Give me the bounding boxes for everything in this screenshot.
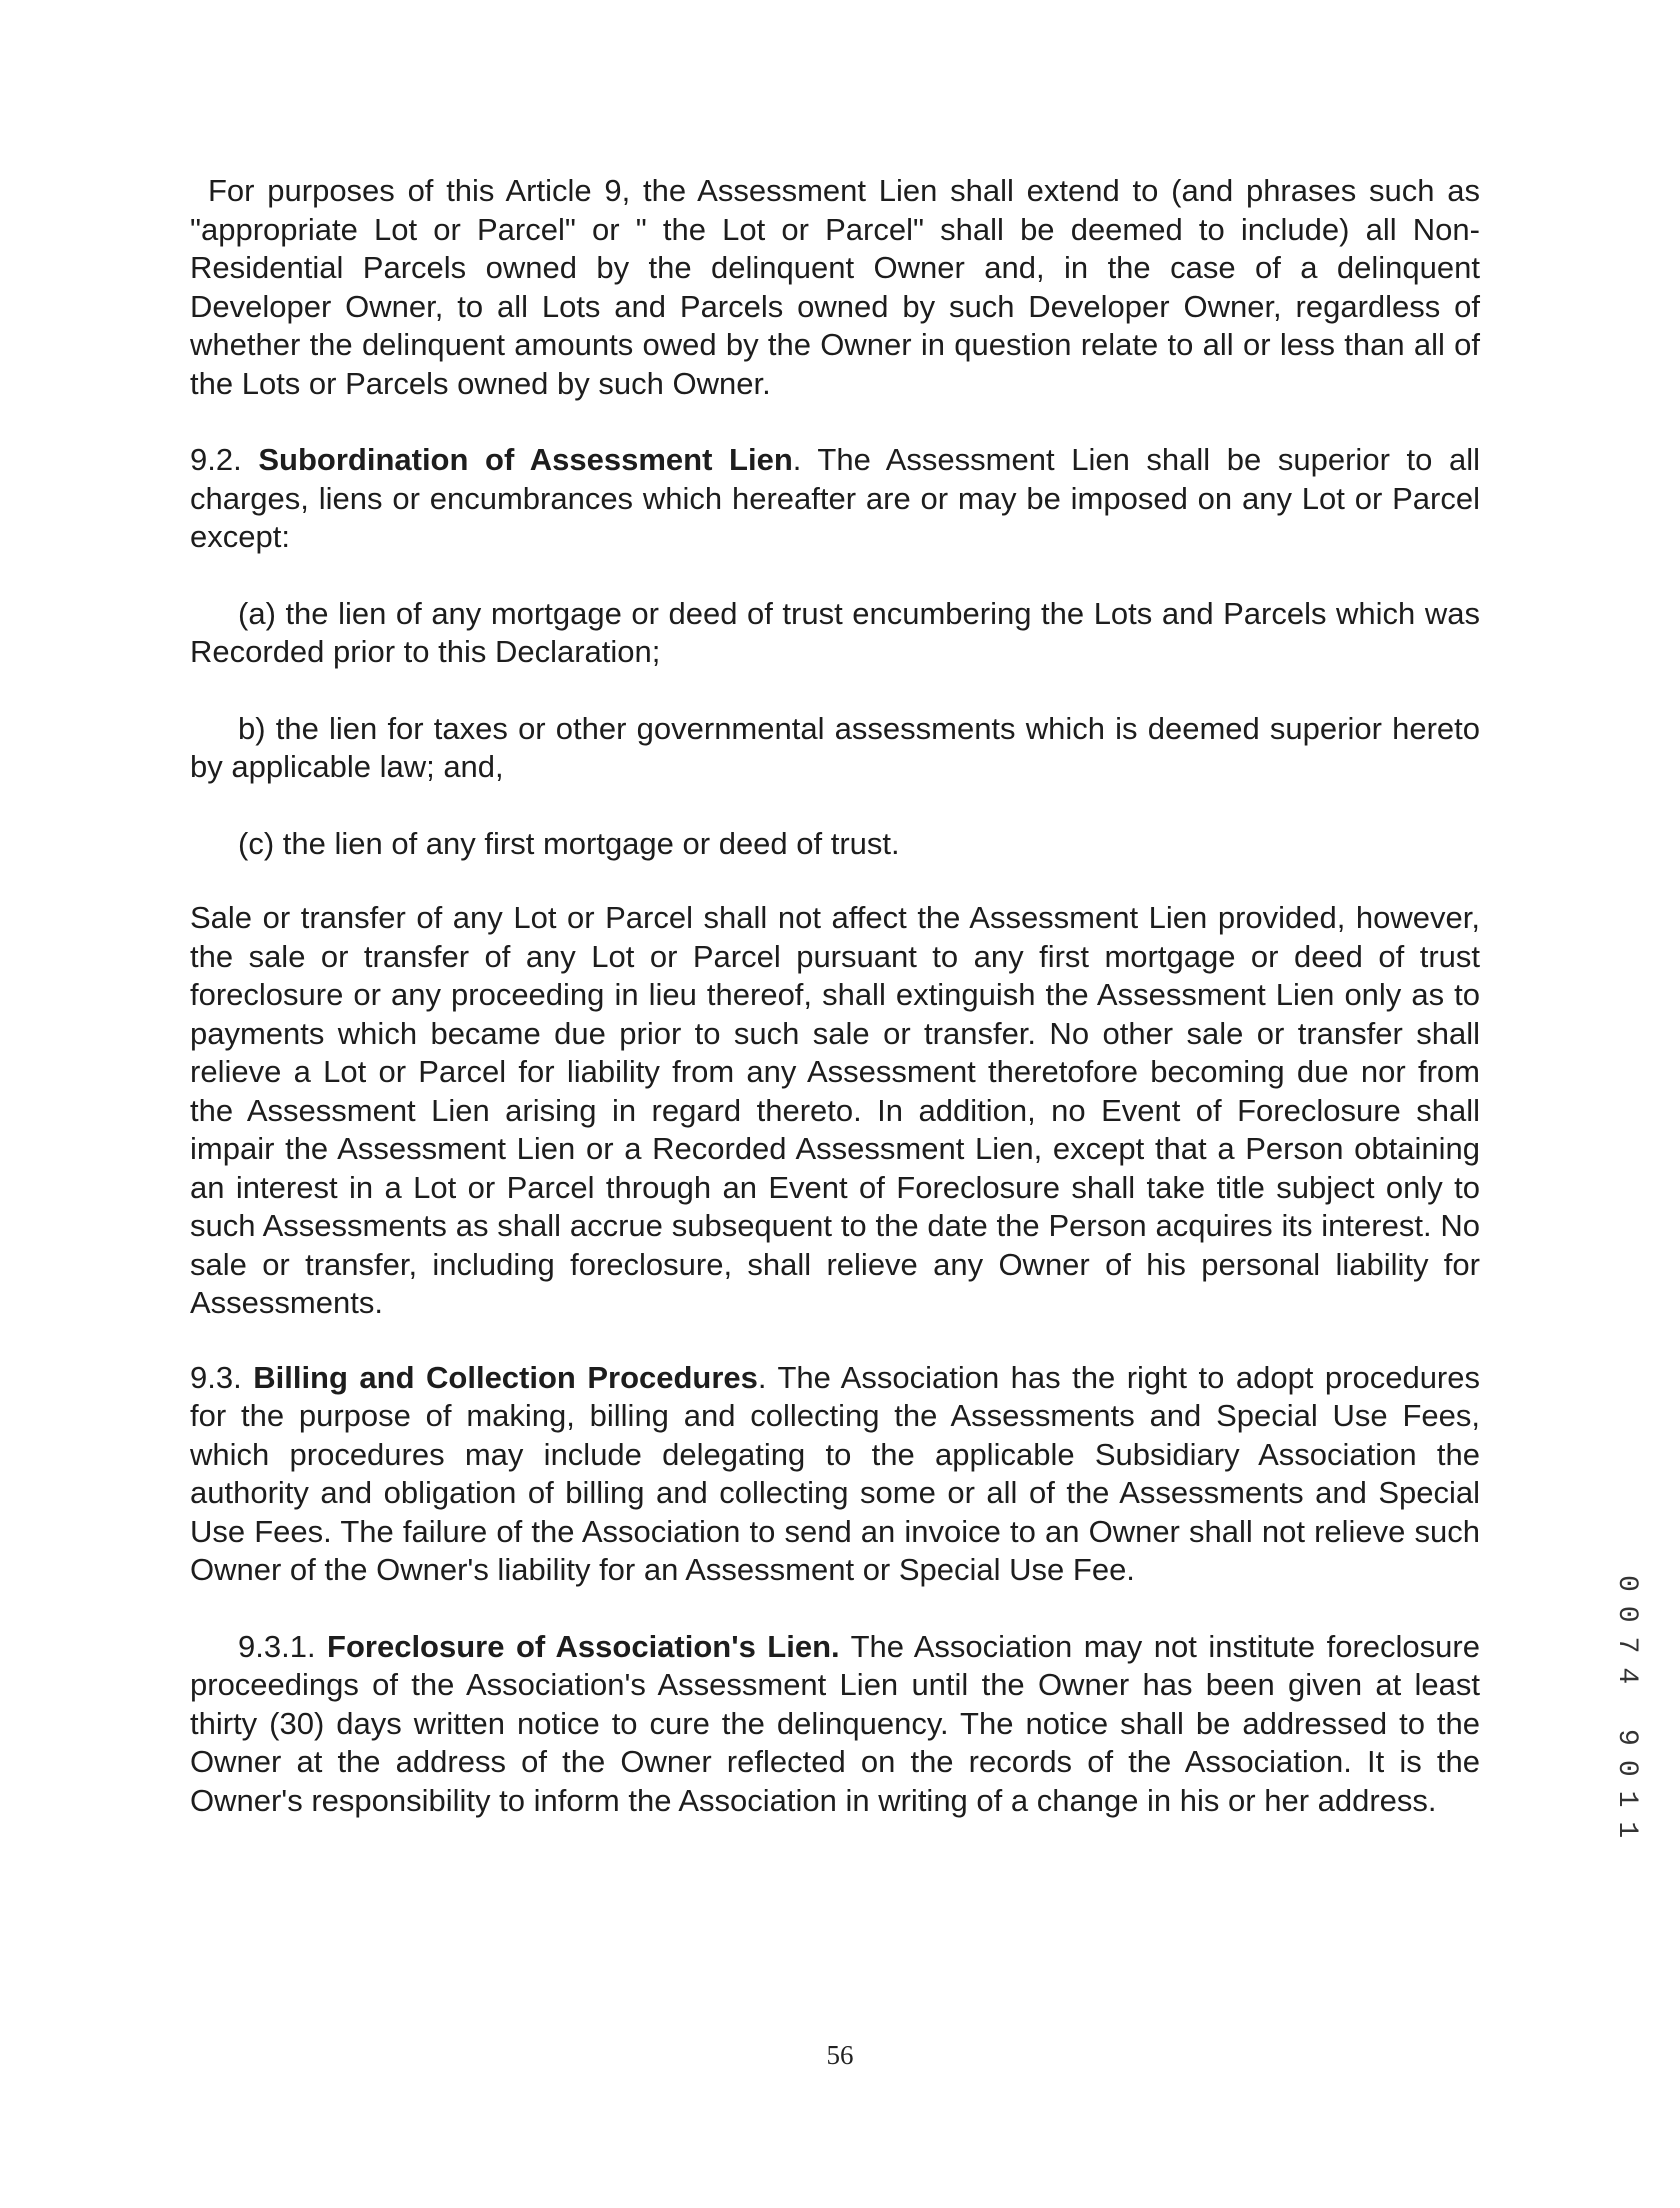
intro-paragraph: For purposes of this Article 9, the Assessment Lien shall extend to (and phrases such as "appropriate Lot or Parcel" or " the Lot or Parcel" shall be deemed to include) all Non-Residential Parcels owned by the delinquent Owner and, in the case of a delinquent Developer Owner, to all Lots and Parcels owned by such Developer Owner, regardless of whether the delinquent amounts owed by the Owner in question relate to all or less than all of the Lots or Parcels owned by such Owner.	[190, 173, 1480, 401]
section-9-2-text: . The Assessment Lien shall be superior to all charges, liens or encumbrances which hereafter are or may be imposed on any Lot or Parcel except:	[190, 442, 1480, 554]
section-9-3-1-paragraph	[190, 1628, 1480, 1821]
item-c: (c) the lien of any first mortgage or deed of trust.	[238, 825, 900, 861]
item-b: b) the lien for taxes or other governmental assessments which is deemed superior hereto by applicable law; and,	[190, 710, 1480, 784]
section-9-3-text: . The Association has the right to adopt procedures for the purpose of making, billing and collecting the Assessments and Special Use Fees, which procedures may include delegating to the applicable Subsidiary Association the authority and obligation of billing and collecting some or all of the Assessments and Special Use Fees. The failure of the Association to send an invoice to an Owner shall not relieve such Owner of the Owner's liability for an Assessment or Special Use Fee.	[190, 1359, 1481, 1587]
side-stamp	[1608, 1575, 1648, 1895]
section-9-3-paragraph	[190, 1359, 1480, 1590]
page-number: 56	[826, 2040, 854, 2070]
section-9-3-1-heading: Foreclosure of Association's Lien.	[327, 1628, 840, 1664]
page-body	[190, 172, 1480, 1820]
sale-transfer-paragraph: Sale or transfer of any Lot or Parcel shall not affect the Assessment Lien provided, however, the sale or transfer of any Lot or Parcel pursuant to any first mortgage or deed of trust foreclosure or any proceeding in lieu thereof, shall extinguish the Assessment Lien only as to payments which became due prior to such sale or transfer. No other sale or transfer shall relieve a Lot or Parcel for liability from any Assessment theretofore becoming due nor from the Assessment Lien arising in regard thereto. In addition, no Event of Foreclosure shall impair the Assessment Lien or a Recorded Assessment Lien, except that a Person obtaining an interest in a Lot or Parcel through an Event of Foreclosure shall take title subject only to such Assessments as shall accrue subsequent to the date the Person acquires its interest. No sale or transfer, including foreclosure, shall relieve any Owner of his personal liability for Assessments.	[190, 900, 1480, 1320]
section-9-2-heading: Subordination of Assessment Lien	[258, 442, 793, 477]
side-stamp-text: 0074 9011	[1611, 1575, 1642, 1853]
section-9-3-1-text: The Association may not institute foreclosure proceedings of the Association's Assessment Lien until the Owner has been given at least thirty (30) days written notice to cure the delinquency. The notice shall be addressed to the Owner at the address of the Owner reflected on the records of the Association. It is the Owner's responsibility to inform the Association in writing of a change in his or her address.	[190, 1628, 1480, 1818]
section-9-2-paragraph	[190, 441, 1480, 557]
section-9-3-heading: Billing and Collection Procedures	[253, 1359, 758, 1395]
item-a: (a) the lien of any mortgage or deed of trust encumbering the Lots and Parcels which was Recorded prior to this Declaration;	[190, 595, 1480, 669]
section-9-2-number: 9.2.	[190, 442, 242, 477]
section-9-3-1-number: 9.3.1.	[238, 1628, 316, 1664]
section-9-3-number: 9.3.	[190, 1359, 242, 1395]
